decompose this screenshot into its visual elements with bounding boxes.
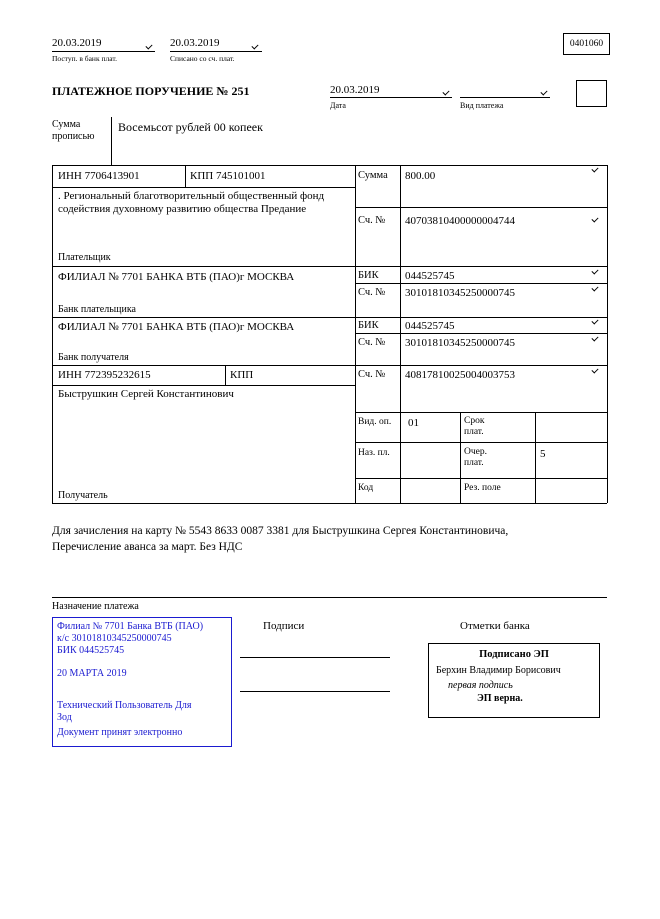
debited-label: Списано со сч. плат.	[170, 54, 235, 63]
blue-stamp-line-4: 20 МАРТА 2019	[57, 668, 127, 679]
h-divider	[52, 503, 607, 504]
h-divider	[52, 365, 607, 366]
purpose-code-label: Наз. пл.	[358, 448, 390, 458]
received-date: 20.03.2019	[52, 37, 102, 49]
h-divider	[355, 412, 607, 413]
op-kind-value: 01	[408, 417, 419, 429]
received-label: Поступ. в банк плат.	[52, 54, 117, 63]
blue-stamp-line-6: Зод	[57, 712, 72, 723]
v-divider	[52, 165, 53, 503]
blue-stamp-line-5: Технический Пользователь Для	[57, 700, 192, 711]
blue-stamp-line-7: Документ принят электронно	[57, 727, 183, 738]
payer-account-value: 40703810400000004744	[405, 215, 515, 227]
underline	[52, 51, 155, 52]
tick-icon	[591, 284, 598, 291]
payee-bank-caption: Банк получателя	[58, 352, 129, 363]
amount-value: 800.00	[405, 170, 436, 182]
tick-icon	[591, 366, 598, 373]
code-label: Код	[358, 483, 374, 493]
tick-icon	[540, 88, 547, 95]
h-divider	[355, 478, 607, 479]
op-kind-label: Вид. оп.	[358, 417, 392, 427]
v-divider	[185, 165, 186, 187]
h-divider	[355, 207, 607, 208]
stamp-title: Подписано ЭП	[479, 649, 549, 660]
purpose-line-2: Перечисление аванса за март. Без НДС	[52, 541, 243, 553]
v-divider	[111, 117, 112, 165]
v-divider	[535, 412, 536, 503]
payee-name: Быструшкин Сергей Константинович	[58, 388, 234, 400]
h-divider	[355, 283, 607, 284]
blue-stamp-line-3: БИК 044525745	[57, 645, 125, 656]
underline	[170, 51, 262, 52]
v-divider	[225, 365, 226, 385]
payer-kpp: КПП 745101001	[190, 170, 266, 182]
stamp-note-2: ЭП верна.	[477, 693, 523, 704]
h-divider	[52, 266, 607, 267]
h-divider	[52, 317, 607, 318]
tick-icon	[591, 267, 598, 274]
payer-name: . Региональный благотворительный общественный фонд содействия духовному развитию общества Предание	[58, 190, 325, 215]
h-divider	[52, 597, 607, 598]
payee-bank-bik-label: БИК	[358, 320, 379, 331]
v-divider	[460, 412, 461, 503]
document-date: 20.03.2019	[330, 84, 380, 96]
payer-bank-bik-label: БИК	[358, 270, 379, 281]
purpose-caption: Назначение платежа	[52, 601, 139, 612]
bank-marks-label: Отметки банка	[460, 620, 530, 632]
tick-icon	[145, 42, 152, 49]
payment-type-label: Вид платежа	[460, 101, 504, 110]
payer-bank-bik-value: 044525745	[405, 270, 455, 282]
payer-bank-name: ФИЛИАЛ № 7701 БАНКА ВТБ (ПАО)г МОСКВА	[58, 271, 295, 283]
v-divider	[400, 165, 401, 503]
tick-icon	[591, 334, 598, 341]
h-divider	[52, 187, 355, 188]
debited-date: 20.03.2019	[170, 37, 220, 49]
tick-icon	[251, 42, 258, 49]
v-divider	[607, 165, 608, 503]
purpose-line-1: Для зачисления на карту № 5543 8633 0087 3381 для Быструшкина Сергея Константиновича,	[52, 525, 509, 537]
payee-account-value: 40817810025004003753	[405, 369, 515, 381]
reserve-field-label: Рез. поле	[464, 483, 501, 493]
payee-bank-account-value: 30101810345250000745	[405, 337, 515, 349]
date-label: Дата	[330, 101, 346, 110]
payer-bank-account-label: Сч. №	[358, 287, 386, 298]
amount-words-value: Восемьсот рублей 00 копеек	[118, 120, 263, 134]
underline	[460, 97, 550, 98]
payer-bank-caption: Банк плательщика	[58, 304, 136, 315]
underline	[330, 97, 452, 98]
amount-label: Сумма	[358, 170, 388, 181]
priority-label: Очер. плат.	[464, 447, 487, 469]
payee-bank-account-label: Сч. №	[358, 337, 386, 348]
signature-line	[240, 691, 390, 692]
tick-icon	[442, 88, 449, 95]
tick-icon	[591, 215, 598, 222]
stamp-signer: Берхин Владимир Борисович	[436, 665, 561, 676]
h-divider	[52, 165, 607, 166]
amount-words-label: Сумма прописью	[52, 119, 95, 142]
tick-icon	[591, 165, 598, 172]
payee-caption: Получатель	[58, 490, 108, 501]
form-code-box	[563, 33, 610, 55]
payee-bank-name: ФИЛИАЛ № 7701 БАНКА ВТБ (ПАО)г МОСКВА	[58, 321, 295, 333]
stamp-note-1: первая подпись	[448, 680, 513, 691]
signatures-label: Подписи	[263, 620, 305, 632]
payer-account-label: Сч. №	[358, 215, 386, 226]
h-divider	[355, 442, 607, 443]
payer-bank-account-value: 30101810345250000745	[405, 287, 515, 299]
blue-stamp-line-1: Филиал № 7701 Банка ВТБ (ПАО)	[57, 621, 204, 632]
payer-inn: ИНН 7706413901	[58, 170, 140, 182]
payer-caption: Плательщик	[58, 252, 111, 263]
h-divider	[355, 333, 607, 334]
payee-account-label: Сч. №	[358, 369, 386, 380]
pay-term-label: Срок плат.	[464, 416, 485, 438]
document-title: ПЛАТЕЖНОЕ ПОРУЧЕНИЕ № 251	[52, 84, 250, 98]
payee-bank-bik-value: 044525745	[405, 320, 455, 332]
payment-type-box	[576, 80, 607, 107]
h-divider	[52, 385, 355, 386]
payee-inn: ИНН 772395232615	[58, 369, 151, 381]
form-code: 0401060	[569, 39, 604, 49]
signature-line	[240, 657, 390, 658]
blue-stamp-line-2: к/с 30101810345250000745	[57, 633, 172, 644]
payee-kpp-label: КПП	[230, 369, 254, 381]
tick-icon	[591, 317, 598, 324]
v-divider	[355, 165, 356, 503]
priority-value: 5	[540, 448, 546, 460]
